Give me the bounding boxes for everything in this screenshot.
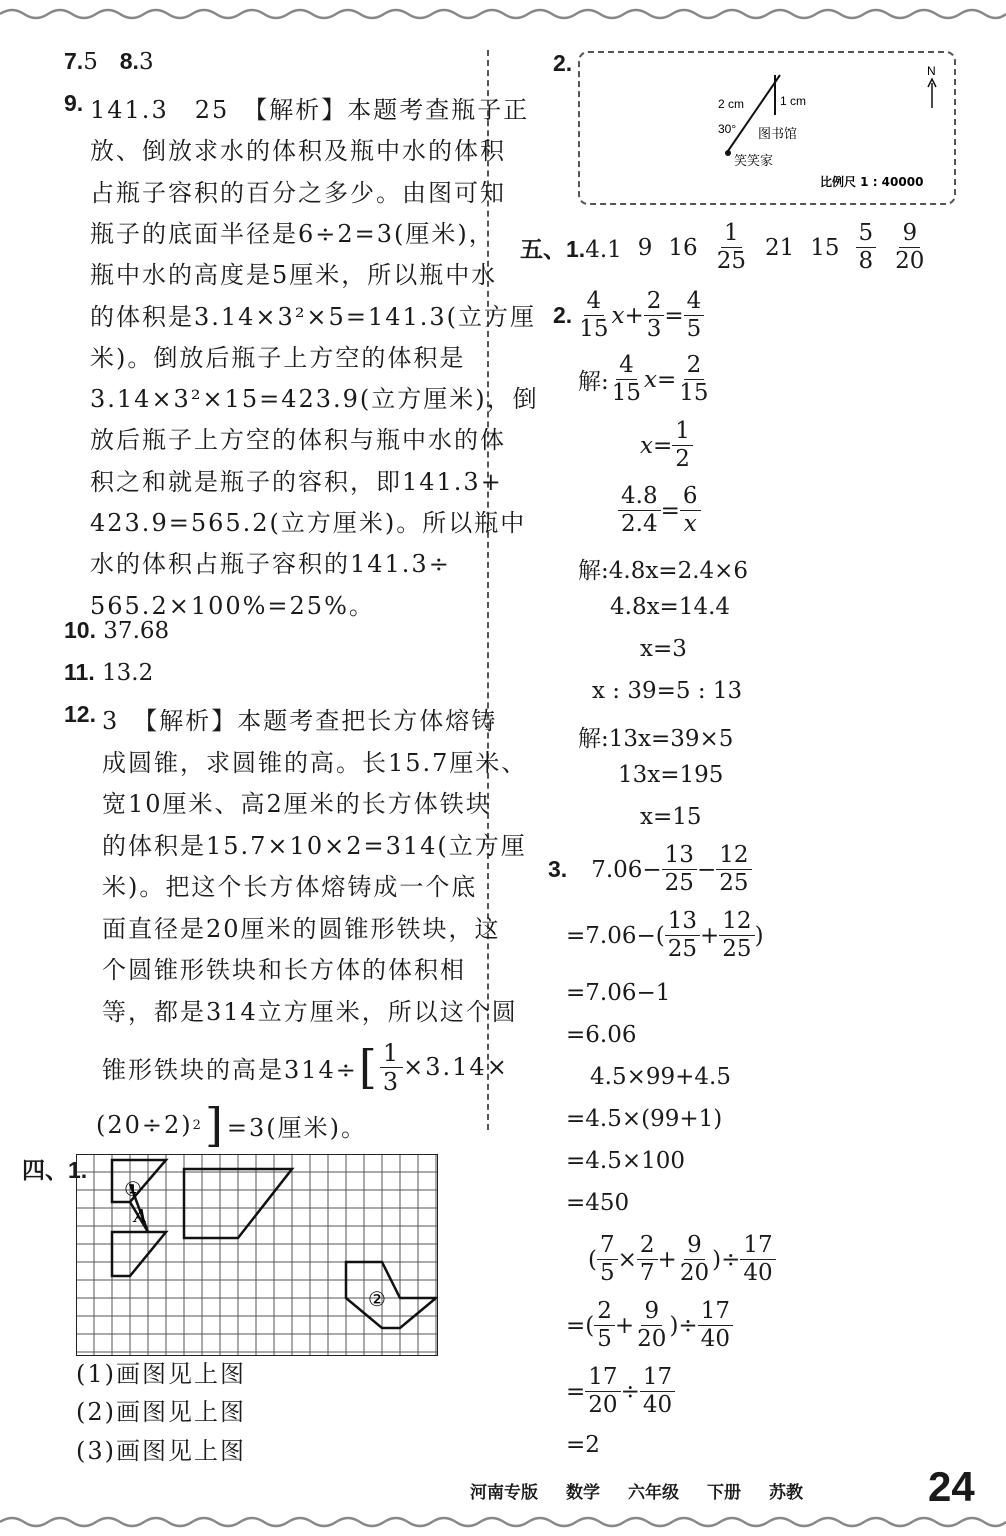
eq-3-step-3: x=15 [640,804,702,830]
fraction: $\frac{5}{8}$ [856,222,877,273]
explanation-line: 成圆锥，求圆锥的高。长15.7厘米、 [102,748,528,777]
explanation-line: 水的体积占瓶子容积的141.3÷ [90,550,451,579]
label-1cm: 1 cm [780,94,807,108]
section-4-heading: 四、1. [22,1157,88,1183]
fraction: $\frac{1}{25}$ [716,220,746,274]
circle-marker-2: ② [368,1287,386,1311]
calc-1-step-2: =7.06−1 [566,980,671,1006]
scale-label: 比例尺 1 : 40000 [820,175,924,189]
fraction: $\frac{1}{3}$ [380,1041,403,1094]
circle-marker-1: ① [124,1177,142,1201]
eq-3-step-2: 13x=195 [618,762,724,788]
footer-grade: 六年级 [628,1483,679,1503]
footer-info [470,1478,803,1503]
footer-publisher: 苏教 [769,1483,803,1503]
explanation-line: 瓶中水的高度是5厘米，所以瓶中水 [90,261,498,290]
calc-3-step-1: =( $\frac{2}{5}$ + $\frac{9}{20}$ )÷ $\frac{17}{40}$ [566,1300,733,1351]
eq-1-step-1: 解: $\frac{4}{15}$ x= $\frac{2}{15}$ [578,352,709,406]
label-angle: 30° [718,122,737,136]
fraction: $\frac{9}{20}$ [895,220,925,274]
eq-3-step-1: 解:13x=39×5 [578,726,734,752]
footer-subject: 数学 [566,1483,600,1503]
explanation-line: 3.14×3²×15=423.9(立方厘米)，倒 [90,385,539,414]
explanation-line: 放后瓶子上方空的体积与瓶中水的体 [90,426,506,455]
explanation-line: 个圆锥形铁块和长方体的体积相 [102,956,466,984]
answer-7-8: 7.5 8.3 [64,48,154,75]
explanation-line: 积之和就是瓶子的容积，即141.3+ [90,467,503,496]
map-figure [578,51,956,205]
q12-line-9: 锥形铁块的高是314÷ [ $\frac{1}{3}$ ×3.14× [102,1038,509,1096]
eq-2-step-1: 解:4.8x=2.4×6 [578,558,749,584]
eq-2-step-3: x=3 [640,636,687,662]
eq-1-step-2: x= $\frac{1}{2}$ [640,420,693,471]
explanation-line: 瓶子的底面半径是6÷2=3(厘米)， [90,219,495,248]
footer-volume: 下册 [707,1483,741,1503]
explanation-line: 141.3 25 【解析】本题考查瓶子正 [90,96,530,124]
calc-3-step-2: = $\frac{17}{20}$ ÷ $\frac{17}{40}$ [566,1366,675,1417]
explanation-line: 423.9=565.2(立方厘米)。所以瓶中 [90,509,527,537]
explanation-line: 565.2×100%=25%。 [90,591,375,620]
calc-2-step-2: =4.5×100 [566,1148,686,1174]
column-divider [487,50,489,1130]
eq-2-step-2: 4.8x=14.4 [610,594,731,620]
explanation-line: 宽10厘米、高2厘米的长方体铁块 [102,790,492,818]
eq-1: 2. $\frac{4}{15}$ x+ $\frac{2}{3}$ = $\frac{4}{5}$ [553,290,704,341]
page-number: 24 [928,1463,975,1510]
footer-edition: 河南专版 [470,1483,538,1503]
q4-answer-3: (3)画图见上图 [76,1437,246,1465]
calc-1-step-1: =7.06−( $\frac{13}{25}$ + $\frac{12}{25}$ ) [566,908,764,962]
answer-11: 11. 13.2 [64,659,154,686]
grid-drawing [76,1154,438,1356]
eq-2: $\frac{4.8}{2.4}$ = $\frac{6}{x}$ [618,485,701,536]
explanation-line: 面直径是20厘米的圆锥形铁块，这 [102,914,501,943]
explanation-line: 放、倒放求水的体积及瓶中水的体积 [90,137,506,166]
explanation-line: 3 【解析】本题考查把长方体熔铸 [102,707,498,735]
label-2cm: 2 cm [718,97,745,111]
calc-2-step-3: =450 [566,1190,630,1216]
home-point [725,150,731,156]
q9-number: 9. [64,90,84,116]
explanation-line: 米)。倒放后瓶子上方空的体积是 [90,343,466,372]
label-home: 笑笑家 [734,154,774,169]
calc-1-step-3: =6.06 [566,1022,637,1048]
explanation-line: 占瓶子容积的百分之多少。由图可知 [90,178,506,207]
q4-answer-1: (1)画图见上图 [76,1360,246,1388]
explanation-line: 米)。把这个长方体熔铸成一个底 [102,873,478,901]
top-wave-decoration [0,4,1006,24]
calc-3: ( $\frac{7}{5}$ × $\frac{2}{7}$ + $\frac{9}{20}$ )÷ $\frac{17}{40}$ [588,1234,776,1285]
explanation-line: 等，都是314立方厘米，所以这个圆 [102,997,518,1026]
explanation-line: 的体积是15.7×10×2=314(立方厘 [102,831,527,860]
calc-1: 3. 7.06− $\frac{13}{25}$ − $\frac{12}{25}$ [548,844,752,895]
answer-10: 10. 37.68 [64,617,170,644]
label-north: N [927,64,936,78]
calc-2-step-1: =4.5×(99+1) [566,1106,723,1132]
answer-5-1: 五、1.4.1 9 16 $\frac{1}{25}$ 21 15 $\frac{5}{8}$ $\frac{9}{20}$ [520,222,927,273]
bottom-wave-decoration [0,1512,1006,1532]
trapezoid-lower-left [112,1232,166,1276]
label-library: 图书馆 [758,127,798,142]
eq-3: x : 39=5 : 13 [592,678,743,704]
calc-3-step-3: =2 [566,1432,600,1458]
map-drawing [580,53,954,203]
point-a-label: A [134,1206,147,1227]
q12-number: 12. [64,701,96,727]
q4-answer-2: (2)画图见上图 [76,1398,246,1426]
q-map-number: 2. [553,50,573,76]
explanation-line: 的体积是3.14×3²×5=141.3(立方厘 [90,302,536,331]
shape-2-figure [346,1262,436,1328]
calc-2: 4.5×99+4.5 [590,1064,731,1090]
q12-line-10: (20÷2) 2 ] =3(厘米)。 [96,1098,367,1152]
